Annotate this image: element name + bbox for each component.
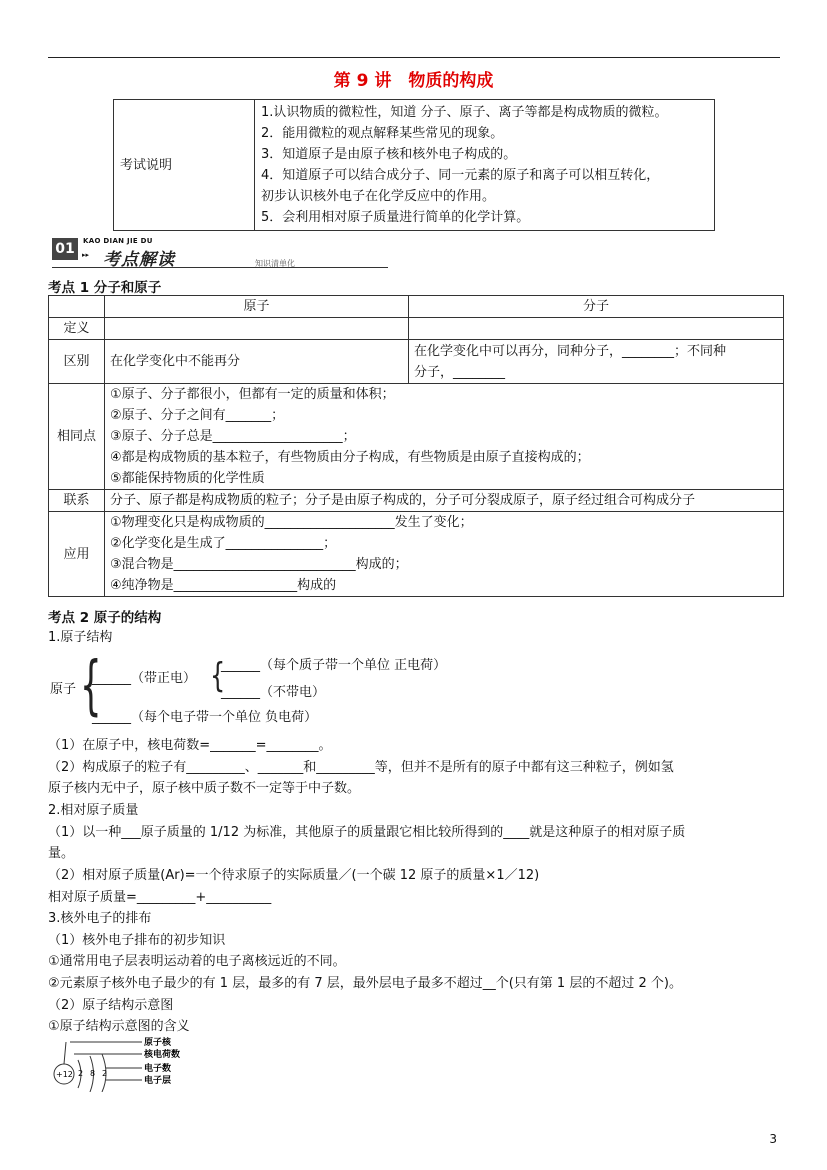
electron-line: ______（每个电子带一个单位 负电荷） (92, 710, 318, 725)
proton-line: ______（每个质子带一个单位 正电荷） (221, 658, 447, 673)
subheading-atom-structure: 1.原子结构 (48, 630, 113, 645)
exam-item: 4．知道原子可以结合成分子、同一元素的原子和离子可以相互转化， (261, 168, 660, 183)
banner-rule (52, 267, 388, 268)
application-cell (105, 512, 784, 597)
similarity-item: ⑤都能保持物质的化学性质 (110, 471, 265, 486)
paragraph: ①原子结构示意图的含义 (48, 1019, 190, 1034)
section-2-heading: 考点 2 原子的结构 (48, 610, 162, 626)
corner-cell (49, 296, 105, 318)
similarity-item: ②原子、分子之间有_______； (110, 408, 285, 423)
exam-description-table (113, 99, 715, 231)
similarity-item: ①原子、分子都很小，但都有一定的质量和体积； (110, 387, 395, 402)
row-header-similarity: 相同点 (49, 384, 105, 490)
paragraph: （2）原子结构示意图 (48, 998, 174, 1013)
paragraph: （1）核外电子排布的初步知识 (48, 933, 226, 948)
section-number-badge: 01 (52, 238, 78, 260)
similarity-item: ③原子、分子总是____________________； (110, 429, 356, 444)
diagram-label: 电子层 (144, 1076, 172, 1086)
page-title: 第 9 讲 物质的构成 (333, 71, 494, 91)
exam-item: 初步认识核外电子在化学反应中的作用。 (261, 189, 496, 204)
neutron-line: ______（不带电） (221, 685, 326, 700)
application-item: ②化学变化是生成了_______________； (110, 536, 337, 551)
shell-electron-count: 2 (102, 1069, 108, 1078)
exam-item: 2．能用微粒的观点解释某些常见的现象。 (261, 126, 504, 141)
paragraph: （1）以一种___原子质量的 1/12 为标准，其他原子的质量跟它相比较所得到的____就是这种原子的相对原子质 (48, 825, 686, 840)
left-brace: { (80, 648, 102, 724)
banner-arrow-icon: ▸▸ (82, 251, 90, 259)
nucleus-line: ______（带正电） (92, 671, 197, 686)
banner-subtitle: 知识清单化 (255, 259, 295, 268)
similarity-item: ④都是构成物质的基本粒子，有些物质由分子构成，有些物质是由原子直接构成的； (110, 450, 590, 465)
paragraph: 相对原子质量=_________+__________ (48, 890, 272, 905)
subheading-electron-arrangement: 3.核外电子的排布 (48, 911, 152, 926)
paragraph: ②元素原子核外电子最少的有 1 层，最多的有 7 层，最外层电子最多不超过__个(只有第 1 层的不超过 2 个)。 (48, 976, 682, 991)
row-header-application: 应用 (49, 512, 105, 597)
exam-item: 3．知道原子是由原子核和核外电子构成的。 (261, 147, 517, 162)
atom-label: 原子 (50, 682, 77, 697)
col-header-atom: 原子 (105, 296, 409, 318)
row-header-relation: 联系 (49, 490, 105, 512)
pointer-line (64, 1042, 66, 1064)
paragraph: 原子核内无中子，原子核中质子数不一定等于中子数。 (48, 781, 361, 796)
banner-pinyin: KAO DIAN JIE DU (83, 237, 153, 245)
relation-cell: 分子、原子都是构成物质的粒子；分子是由原子构成的，分子可分裂成原子，原子经过组合可构成分子 (105, 490, 784, 512)
nucleus-charge-text: +12 (56, 1070, 73, 1079)
section-1-heading: 考点 1 分子和原子 (48, 280, 162, 296)
application-item: ③混合物是____________________________构成的； (110, 557, 408, 572)
paragraph: （2）相对原子质量(Ar)=一个待求原子的实际质量／(一个碳 12 原子的质量×1／12) (48, 868, 540, 883)
shell-electron-count: 8 (90, 1069, 96, 1078)
similarity-cell (105, 384, 784, 490)
top-rule (48, 57, 780, 58)
diagram-label: 电子数 (144, 1064, 172, 1074)
page-number: 3 (769, 1132, 777, 1146)
exam-label: 考试说明 (114, 100, 255, 231)
paragraph: ①通常用电子层表明运动着的电子离核远近的不同。 (48, 954, 346, 969)
paragraph: （1）在原子中，核电荷数=_______=________。 (48, 738, 332, 753)
application-item: ④纯净物是___________________构成的 (110, 578, 337, 593)
diagram-label: 核电荷数 (144, 1050, 181, 1060)
molecule-atom-table (48, 295, 784, 597)
paragraph: （2）构成原子的粒子有_________、_______和_________等，但并不是所有的原子中都有这三种粒子，例如氢 (48, 760, 674, 775)
difference-atom-cell: 在化学变化中不能再分 (105, 340, 409, 384)
shell-electron-count: 2 (78, 1069, 84, 1078)
inner-brace: { (210, 656, 226, 696)
exam-item: 1.认识物质的微粒性，知道 分子、原子、离子等都是构成物质的微粒。 (261, 105, 668, 120)
exam-items (255, 100, 715, 231)
definition-atom-cell (105, 318, 409, 340)
difference-molecule-cell (409, 340, 784, 384)
atom-structure-diagram (50, 1036, 210, 1092)
application-item: ①物理变化只是构成物质的____________________发生了变化； (110, 515, 473, 530)
banner-title: 考点解读 (103, 250, 175, 270)
definition-molecule-cell (409, 318, 784, 340)
paragraph: 量。 (48, 846, 75, 861)
subheading-relative-mass: 2.相对原子质量 (48, 803, 139, 818)
diagram-label: 原子核 (144, 1038, 172, 1048)
row-header-difference: 区别 (49, 340, 105, 384)
difference-molecule-line: 分子，________ (414, 364, 506, 380)
difference-molecule-line: 在化学变化中可以再分，同种分子，________；不同种 (414, 343, 727, 359)
col-header-molecule: 分子 (409, 296, 784, 318)
row-header-definition: 定义 (49, 318, 105, 340)
exam-item: 5．会利用相对原子质量进行简单的化学计算。 (261, 210, 530, 225)
